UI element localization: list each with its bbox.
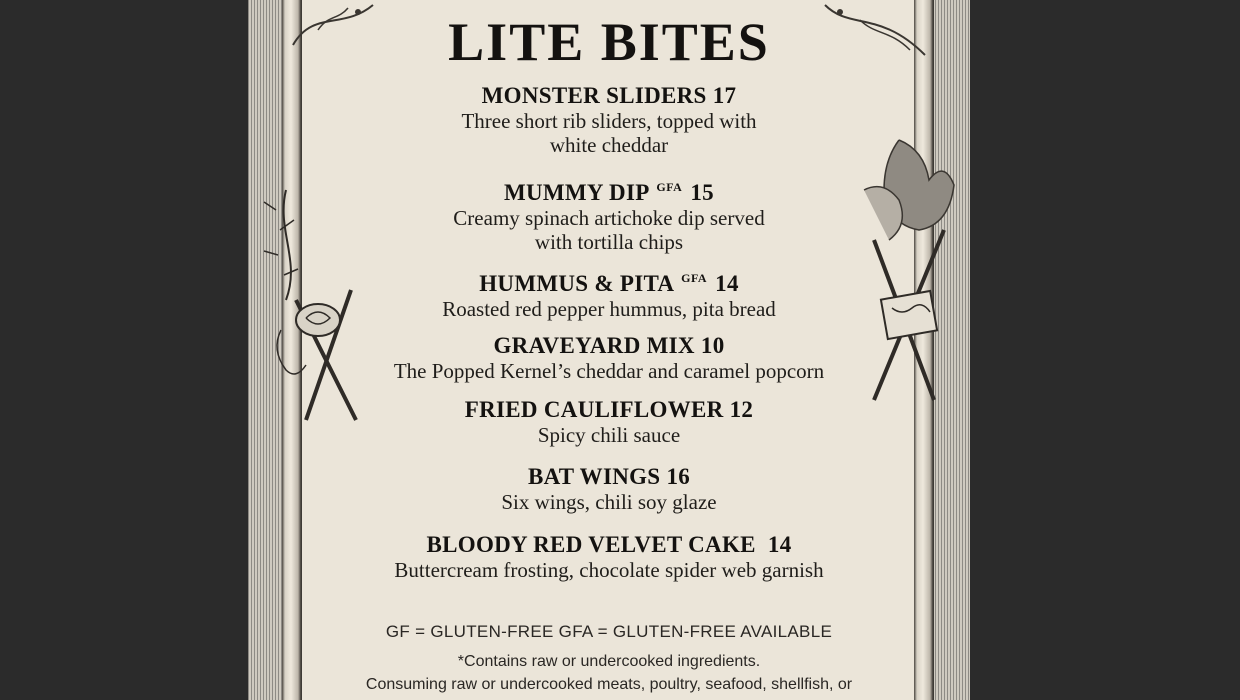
menu-item-description: Three short rib sliders, topped with [461, 109, 757, 133]
menu-item-description: Creamy spinach artichoke dip served [453, 206, 765, 230]
menu-item [248, 83, 970, 157]
menu-item-name: BLOODY RED VELVET CAKE 14 [426, 532, 792, 557]
gluten-free-legend: GF = GLUTEN-FREE GFA = GLUTEN-FREE AVAILABLE [385, 622, 833, 641]
menu-item-name: GRAVEYARD MIX 10 [493, 333, 725, 358]
menu-item-price: 15 [690, 180, 714, 205]
menu-item [248, 464, 970, 514]
menu-item-name: MONSTER SLIDERS 17 [481, 83, 737, 108]
menu-item-price: 16 [666, 464, 691, 489]
menu-page [248, 0, 970, 700]
menu-item-name: HUMMUS & PITA $^{GFA}$ 14 [479, 271, 739, 296]
menu-item-name: FRIED CAULIFLOWER 12 [464, 397, 754, 422]
menu-item-name: MUMMY DIP $^{GFA}$ 15 [504, 180, 714, 205]
consumer-advisory-note: Consuming raw or undercooked meats, poultry, seafood, shellfish, or [365, 676, 853, 693]
raw-ingredients-note: *Contains raw or undercooked ingredients. [457, 653, 761, 670]
menu-item [248, 397, 970, 447]
menu-item-price: 10 [700, 333, 725, 358]
menu-item-price: 12 [729, 397, 754, 422]
menu-item [248, 532, 970, 582]
gfa-tag: GFA [681, 271, 708, 285]
menu-item-price: 17 [712, 83, 737, 108]
menu-item-price: 14 [715, 271, 739, 296]
menu-item-description: white cheddar [549, 133, 669, 157]
menu-item [248, 333, 970, 383]
menu-item [248, 265, 970, 321]
menu-item-description: Roasted red pepper hummus, pita bread [442, 297, 776, 321]
menu-item-description: The Popped Kernel’s cheddar and caramel popcorn [393, 359, 825, 383]
menu-title: LITE BITES [448, 12, 770, 72]
menu-item-description: Buttercream frosting, chocolate spider web garnish [394, 558, 824, 582]
menu-item-description: Spicy chili sauce [537, 423, 681, 447]
menu-item-description: Six wings, chili soy glaze [501, 490, 717, 514]
menu-item-name: BAT WINGS 16 [527, 464, 691, 489]
menu-item-price: 14 [767, 532, 792, 557]
gfa-tag: GFA [656, 180, 683, 194]
menu-item [248, 174, 970, 254]
menu-item-description: with tortilla chips [534, 230, 684, 254]
